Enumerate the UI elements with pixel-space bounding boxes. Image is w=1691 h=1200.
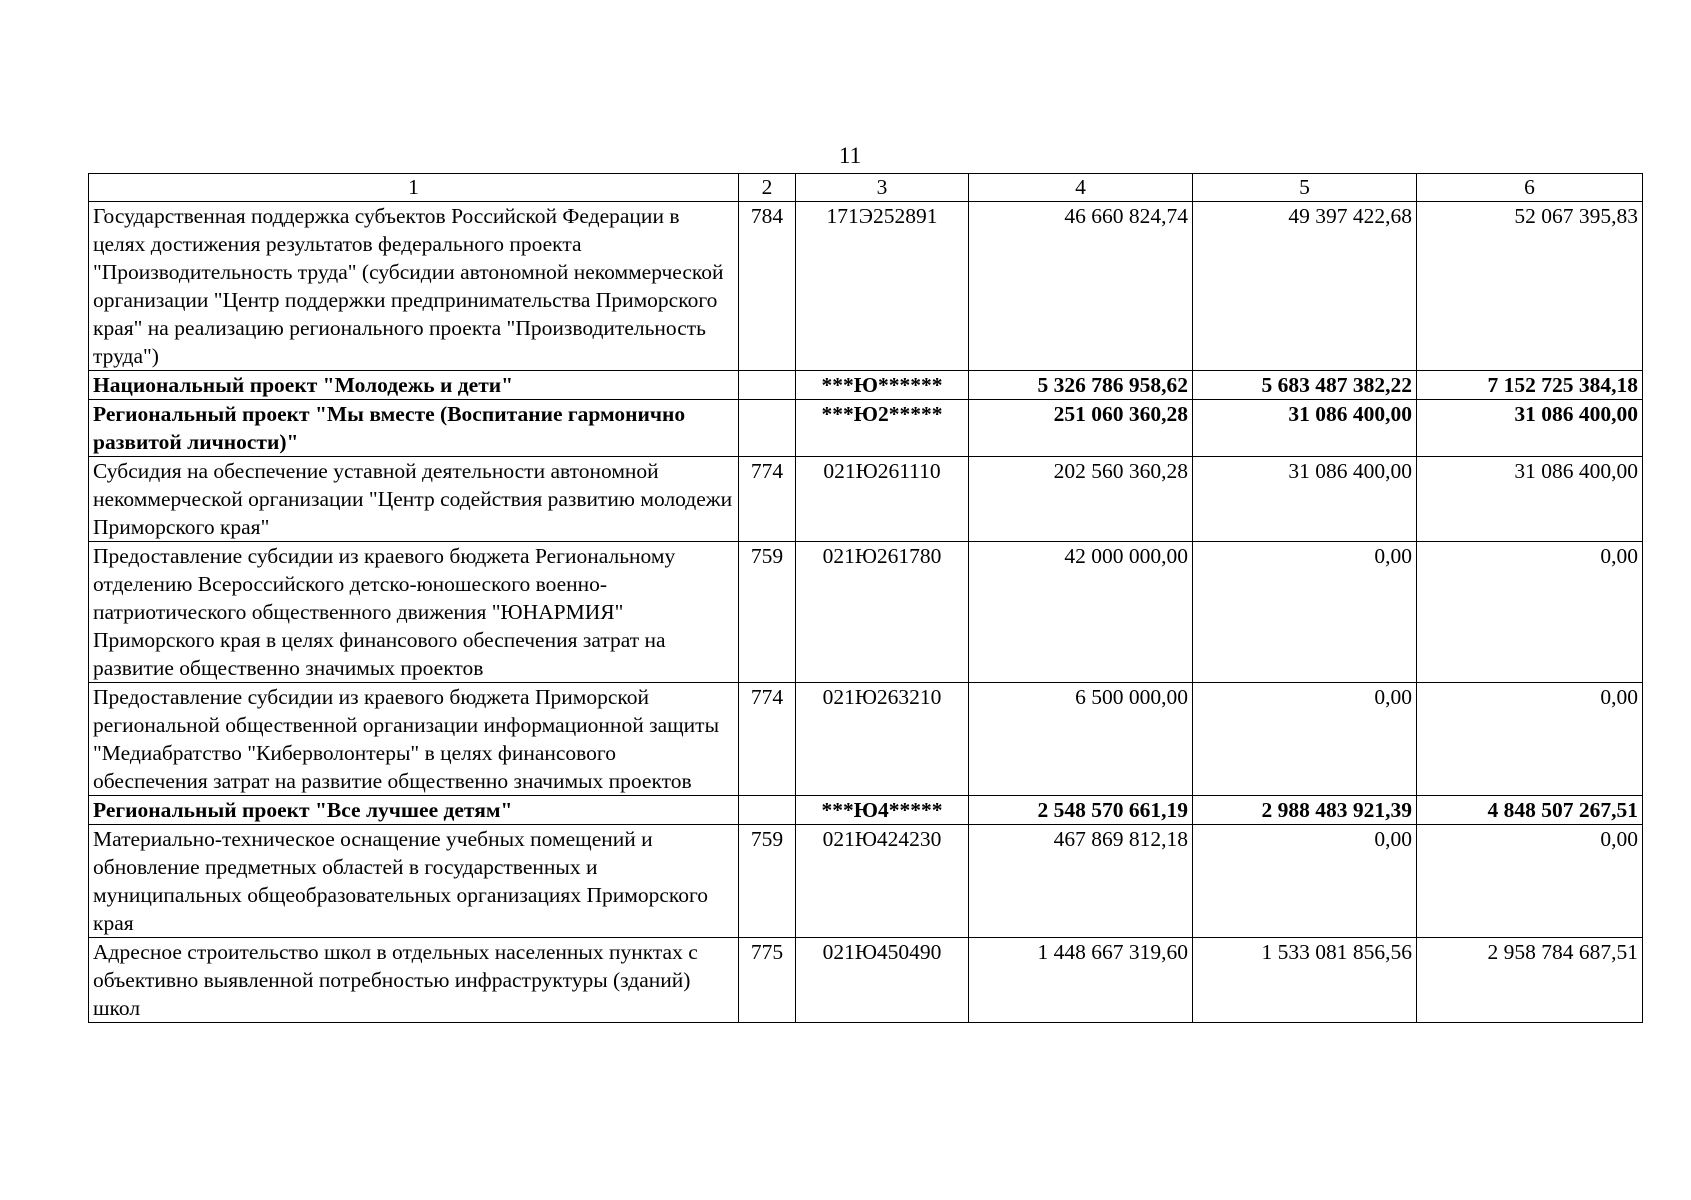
- table-row: [89, 938, 1643, 1023]
- row-amount-6: 0,00: [1417, 683, 1643, 796]
- column-header-4: 4: [969, 174, 1193, 202]
- row-amount-4: 467 869 812,18: [969, 825, 1193, 938]
- budget-table: [88, 173, 1643, 1023]
- table-row: [89, 683, 1643, 796]
- row-target-code: ***Ю4*****: [796, 796, 969, 825]
- row-amount-5: 1 533 081 856,56: [1193, 938, 1417, 1023]
- column-header-1: 1: [89, 174, 739, 202]
- row-amount-5: 31 086 400,00: [1193, 457, 1417, 542]
- row-grbs-code: 784: [739, 202, 796, 371]
- row-name: Региональный проект "Все лучшее детям": [89, 796, 739, 825]
- row-name: Национальный проект "Молодежь и дети": [89, 371, 739, 400]
- row-grbs-code: 759: [739, 825, 796, 938]
- row-amount-4: 1 448 667 319,60: [969, 938, 1193, 1023]
- column-header-3: 3: [796, 174, 969, 202]
- column-header-5: 5: [1193, 174, 1417, 202]
- table-row-regional-project: [89, 400, 1643, 457]
- row-name: Адресное строительство школ в отдельных населенных пунктах с объективно выявленной потребностью инфраструктуры (зданий) школ: [89, 938, 739, 1023]
- row-amount-4: 42 000 000,00: [969, 542, 1193, 683]
- row-amount-6: 2 958 784 687,51: [1417, 938, 1643, 1023]
- row-target-code: 021Ю424230: [796, 825, 969, 938]
- row-target-code: ***Ю2*****: [796, 400, 969, 457]
- row-grbs-code: 774: [739, 457, 796, 542]
- row-amount-5: 0,00: [1193, 825, 1417, 938]
- row-amount-4: 2 548 570 661,19: [969, 796, 1193, 825]
- row-amount-4: 6 500 000,00: [969, 683, 1193, 796]
- table-row: [89, 542, 1643, 683]
- row-grbs-code: 774: [739, 683, 796, 796]
- row-amount-4: 46 660 824,74: [969, 202, 1193, 371]
- row-amount-5: 0,00: [1193, 542, 1417, 683]
- row-name: Материально-техническое оснащение учебных помещений и обновление предметных областей в государственных и муниципальных общеобразовательных организациях Приморского края: [89, 825, 739, 938]
- row-amount-6: 7 152 725 384,18: [1417, 371, 1643, 400]
- row-amount-4: 5 326 786 958,62: [969, 371, 1193, 400]
- row-amount-6: 0,00: [1417, 825, 1643, 938]
- row-target-code: ***Ю******: [796, 371, 969, 400]
- row-name: Предоставление субсидии из краевого бюджета Региональному отделению Всероссийского детско-юношеского военно-патриотического общественного движения "ЮНАРМИЯ" Приморского края в целях финансового обеспечения затрат на развитие общественно значимых проектов: [89, 542, 739, 683]
- column-header-2: 2: [739, 174, 796, 202]
- row-amount-6: 0,00: [1417, 542, 1643, 683]
- row-amount-6: 31 086 400,00: [1417, 400, 1643, 457]
- row-amount-5: 49 397 422,68: [1193, 202, 1417, 371]
- row-amount-5: 5 683 487 382,22: [1193, 371, 1417, 400]
- column-header-6: 6: [1417, 174, 1643, 202]
- row-target-code: 021Ю450490: [796, 938, 969, 1023]
- row-amount-6: 4 848 507 267,51: [1417, 796, 1643, 825]
- row-grbs-code: [739, 796, 796, 825]
- row-target-code: 021Ю261780: [796, 542, 969, 683]
- row-amount-6: 52 067 395,83: [1417, 202, 1643, 371]
- row-amount-4: 251 060 360,28: [969, 400, 1193, 457]
- row-target-code: 021Ю261110: [796, 457, 969, 542]
- row-grbs-code: 775: [739, 938, 796, 1023]
- row-grbs-code: [739, 400, 796, 457]
- row-amount-5: 31 086 400,00: [1193, 400, 1417, 457]
- table-row-national-project: [89, 371, 1643, 400]
- row-name: Государственная поддержка субъектов Российской Федерации в целях достижения результатов федерального проекта "Производительность труда" (субсидии автономной некоммерческой организации "Центр поддержки предпринимательства Приморского края" на реализацию регионального проекта "Производительность труда"): [89, 202, 739, 371]
- table-row: [89, 825, 1643, 938]
- row-amount-4: 202 560 360,28: [969, 457, 1193, 542]
- page-number: 11: [838, 143, 862, 168]
- row-name: Региональный проект "Мы вместе (Воспитание гармонично развитой личности)": [89, 400, 739, 457]
- table-header-row: [89, 174, 1643, 202]
- row-grbs-code: 759: [739, 542, 796, 683]
- table-row: [89, 457, 1643, 542]
- table-row: [89, 202, 1643, 371]
- row-grbs-code: [739, 371, 796, 400]
- row-target-code: 021Ю263210: [796, 683, 969, 796]
- row-name: Субсидия на обеспечение уставной деятельности автономной некоммерческой организации "Центр содействия развитию молодежи Приморского края": [89, 457, 739, 542]
- row-target-code: 171Э252891: [796, 202, 969, 371]
- row-amount-6: 31 086 400,00: [1417, 457, 1643, 542]
- row-amount-5: 0,00: [1193, 683, 1417, 796]
- row-amount-5: 2 988 483 921,39: [1193, 796, 1417, 825]
- row-name: Предоставление субсидии из краевого бюджета Приморской региональной общественной организации информационной защиты "Медиабратство "Киберволонтеры" в целях финансового обеспечения затрат на развитие общественно значимых проектов: [89, 683, 739, 796]
- table-row-regional-project: [89, 796, 1643, 825]
